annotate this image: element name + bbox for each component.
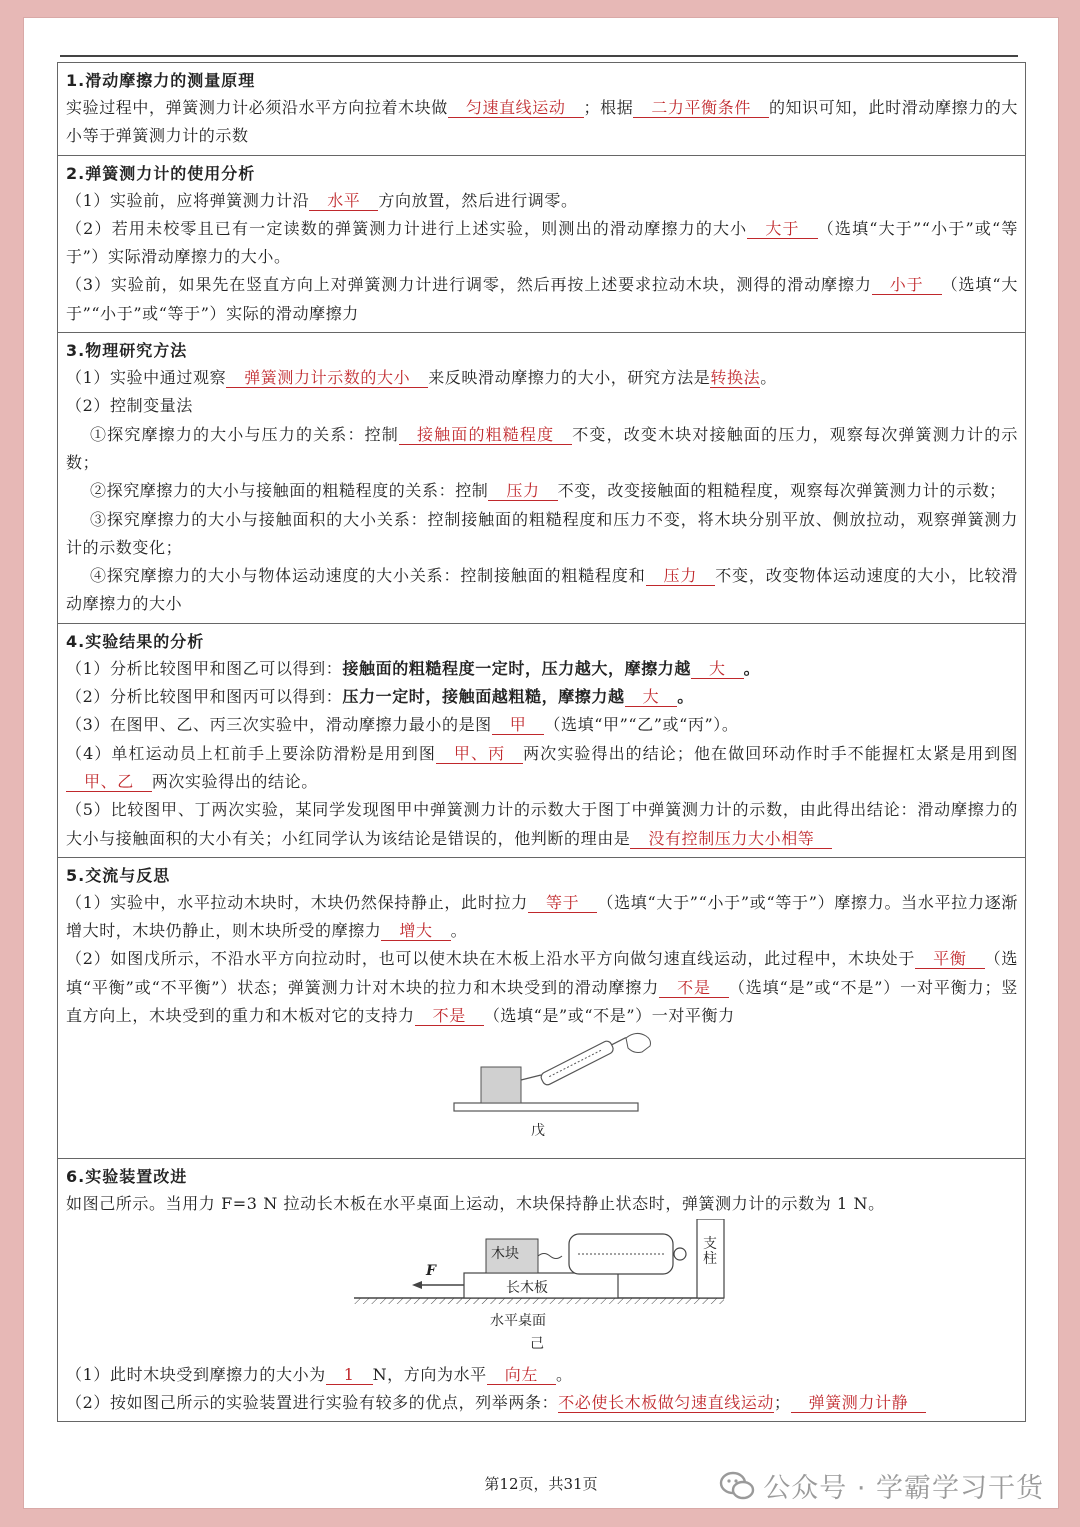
answer: 没有控制压力大小相等 <box>630 829 832 849</box>
figure-wu <box>66 1030 1018 1154</box>
answer: 大于 <box>747 219 817 239</box>
paragraph: （3）实验前，如果先在竖直方向上对弹簧测力计进行调零，然后再按上述要求拉动木块，测得的滑动摩擦力 小于 （选填“大于”“小于”或“等于”）实际的滑动摩擦力 <box>66 275 1019 323</box>
paragraph: （3）在图甲、乙、丙三次实验中，滑动摩擦力最小的是图 甲 （选填“甲”“乙”或“丙”）。 <box>66 715 739 735</box>
paragraph: （2）如图戊所示，不沿水平方向拉动时，也可以使木块在木板上沿水平方向做匀速直线运动，此过程中，木块处于 平衡 （选填“平衡”或“不平衡”）状态；弹簧测力计对木块的拉力和木块受到的滑动摩擦力 不是 （选填“是”或“不是”）一对平衡力；竖直方向上，木块受到的重力和木板对它的支持力 不是 （选填“是”或“不是”）一对平衡力 <box>66 949 1019 1026</box>
page-number: 第12页，共31页 <box>484 1475 598 1493</box>
answer: 平衡 <box>915 949 985 969</box>
paragraph: ①探究摩擦力的大小与压力的关系：控制 接触面的粗糙程度 不变，改变木块对接触面的压力，观察每次弹簧测力计的示数； <box>66 424 1018 472</box>
watermark <box>719 1466 1044 1505</box>
hand-icon <box>626 1034 651 1053</box>
section-3 <box>58 333 1025 624</box>
paragraph: （2）控制变量法 <box>66 396 193 416</box>
answer: 向左 <box>487 1365 556 1385</box>
section-title: 5.交流与反思 <box>66 865 171 885</box>
paragraph: 如图己所示。当用力 F=3 N 拉动长木板在水平桌面上运动，木块保持静止状态时，弹簧测力计的示数为 1 N。 <box>66 1194 885 1214</box>
section-title: 3.物理研究方法 <box>66 341 188 361</box>
figure-ji <box>66 1219 1018 1361</box>
paragraph: （2）按如图己所示的实验装置进行实验有较多的优点，列举两条：不必使长木板做匀速直线运动； 弹簧测力计静 <box>66 1389 1018 1417</box>
block-label: 木块 <box>491 1245 519 1262</box>
paragraph: （5）比较图甲、丁两次实验，某同学发现图甲中弹簧测力计的示数大于图丁中弹簧测力计的示数，由此得出结论：滑动摩擦力的大小与接触面积的大小有关；小红同学认为该结论是错误的，他判断的理由是 没有控制压力大小相等 <box>66 800 1018 848</box>
paragraph: （1）分析比较图甲和图乙可以得到：接触面的粗糙程度一定时，压力越大，摩擦力越 大 。 <box>66 658 761 678</box>
paragraph: （4）单杠运动员上杠前手上要涂防滑粉是用到图 甲、丙 两次实验得出的结论；他在做回环动作时手不能握杠太紧是用到图甲、乙 两次实验得出的结论。 <box>66 743 1018 791</box>
paragraph: （1）实验中，水平拉动木块时，木块仍然保持静止，此时拉力 等于 （选填“大于”“小于”或“等于”）摩擦力。当水平拉力逐渐增大时，木块仍静止，则木块所受的摩擦力 增大 。 <box>66 892 1019 941</box>
board-label: 长木板 <box>506 1279 548 1296</box>
answer: 甲 <box>492 715 545 735</box>
figure-caption: 戊 <box>531 1123 545 1140</box>
content-table <box>57 62 1026 1422</box>
paragraph: （2）若用未校零且已有一定读数的弹簧测力计进行上述实验，则测出的滑动摩擦力的大小 大于 （选填“大于”“小于”或“等于”）实际滑动摩擦力的大小。 <box>66 218 1018 267</box>
answer: 匀速直线运动 <box>448 98 584 118</box>
section-title: 1.滑动摩擦力的测量原理 <box>66 71 256 90</box>
answer: 增大 <box>381 921 450 941</box>
string <box>521 1075 541 1080</box>
paragraph: （1）实验中通过观察 弹簧测力计示数的大小 来反映滑动摩擦力的大小，研究方法是转换法。 <box>66 368 777 388</box>
section-title: 4.实验结果的分析 <box>66 631 205 651</box>
arrow-head-icon <box>412 1281 422 1289</box>
answer: 不是 <box>659 978 729 998</box>
post-label: 支柱 <box>703 1235 717 1267</box>
section-4 <box>58 624 1025 858</box>
answer: 甲、丙 <box>436 744 523 764</box>
force-label: F <box>426 1262 436 1279</box>
document-page <box>24 18 1058 1508</box>
answer: 水平 <box>309 191 378 211</box>
section-6 <box>58 1159 1025 1421</box>
paragraph: （1）实验前，应将弹簧测力计沿 水平 方向放置，然后进行调零。 <box>66 190 578 210</box>
watermark-text: 公众号 · 学霸学习干货 <box>763 1473 1044 1504</box>
paragraph: ③探究摩擦力的大小与接触面积的大小关系：控制接触面的粗糙程度和压力不变，将木块分别平放、侧放拉动，观察弹簧测力计的示数变化； <box>66 509 1018 557</box>
paragraph: ④探究摩擦力的大小与物体运动速度的大小关系：控制接触面的粗糙程度和 压力 不变，改变物体运动速度的大小，比较滑动摩擦力的大小 <box>66 566 1018 614</box>
table-label: 水平桌面 <box>490 1312 546 1329</box>
answer: 大 <box>691 659 744 679</box>
answer: 压力 <box>488 481 557 501</box>
answer: 不是 <box>415 1006 484 1026</box>
connector <box>538 1253 562 1258</box>
answer: 接触面的粗糙程度 <box>399 425 572 445</box>
section-title: 6.实验装置改进 <box>66 1167 188 1187</box>
answer: 转换法 <box>710 368 761 388</box>
figure-caption: 己 <box>530 1335 544 1352</box>
paragraph: （2）分析比较图甲和图丙可以得到：压力一定时，接触面越粗糙，摩擦力越 大 。 <box>66 687 694 707</box>
answer: 甲、乙 <box>66 772 152 792</box>
block <box>481 1067 521 1103</box>
answer: 弹簧测力计示数的大小 <box>226 368 428 388</box>
spring-scale-diagram <box>66 1030 1026 1134</box>
section-2 <box>58 156 1025 333</box>
scale-ring <box>674 1248 686 1260</box>
section-title: 2.弹簧测力计的使用分析 <box>66 163 256 183</box>
answer: 等于 <box>528 893 597 913</box>
spring-scale <box>539 1033 629 1087</box>
answer: 压力 <box>646 566 716 586</box>
header-rule <box>60 55 1018 57</box>
answer: 不必使长木板做匀速直线运动 <box>558 1392 774 1412</box>
wechat-icon <box>719 1471 755 1501</box>
answer: 二力平衡条件 <box>633 98 769 118</box>
answer: 大 <box>625 687 678 707</box>
section-5 <box>58 858 1025 1159</box>
table-hatch <box>354 1298 724 1304</box>
paragraph: 实验过程中，弹簧测力计必须沿水平方向拉着木块做 匀速直线运动 ；根据 二力平衡条件 的知识可知，此时滑动摩擦力的大小等于弹簧测力计的示数 <box>66 98 1018 146</box>
board <box>454 1103 638 1111</box>
paragraph: ②探究摩擦力的大小与接触面的粗糙程度的关系：控制 压力 不变，改变接触面的粗糙程度，观察每次弹簧测力计的示数； <box>90 481 1006 501</box>
answer: 小于 <box>872 275 942 295</box>
spring-scale-body <box>569 1234 673 1274</box>
answer: 1 <box>326 1365 373 1385</box>
answer: 弹簧测力计静 <box>791 1393 927 1413</box>
section-1 <box>58 63 1025 156</box>
paragraph: （1）此时木块受到摩擦力的大小为 1 N，方向为水平 向左 。 <box>66 1364 573 1384</box>
